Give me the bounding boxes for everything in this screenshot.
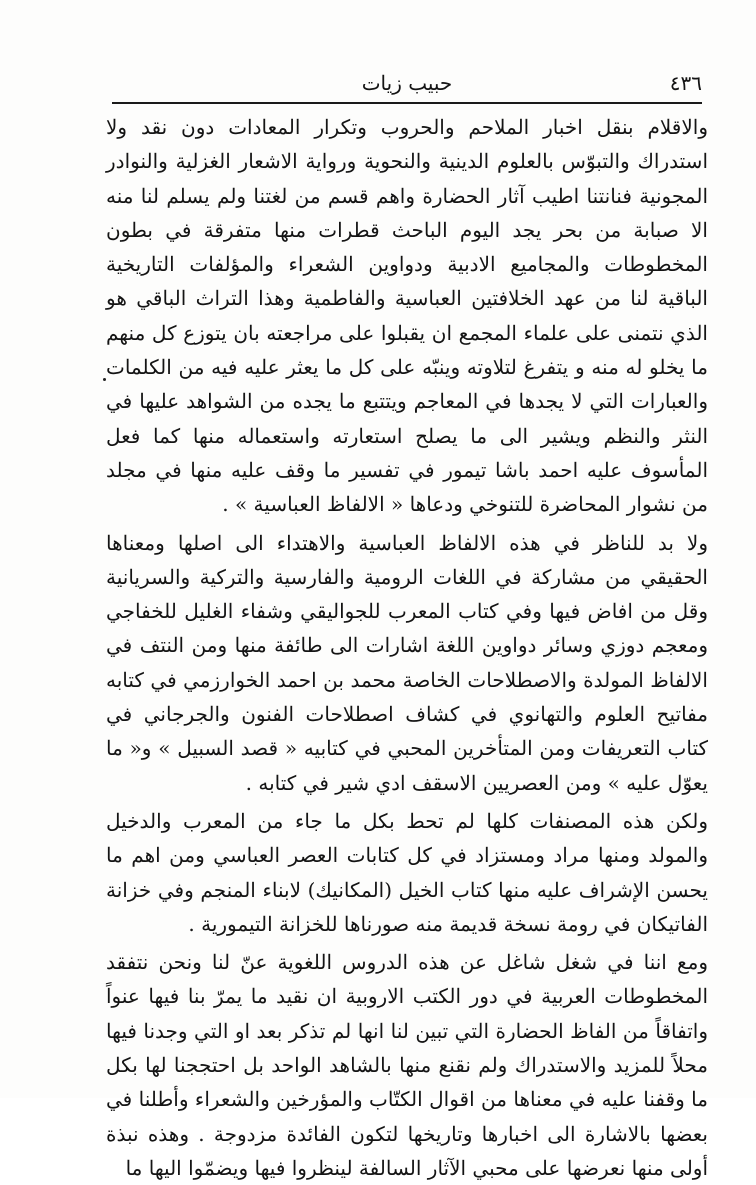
paragraph: ولكن هذه المصنفات كلها لم تحط بكل ما جاء من المعرب والدخيل والمولد ومنها مراد ومستزاد في كل كتابات العصر العباسي ومن اهم ما يحسن الإشراف عليه منها كتاب الخيل (المكانيك) لابناء المنجم وفي خزانة الفاتيكان في رومة نسخة قديمة منه صورناها للخزانة التيمورية .: [106, 808, 708, 936]
paragraph: ولا بد للناظر في هذه الالفاظ العباسية والاهتداء الى اصلها ومعناها الحقيقي من مشاركة في اللغات الرومية والفارسية والتركية والسريانية وقل من افاض فيها وفي كتاب المعرب للجواليقي وشفاء الغليل للخفاجي ومعجم دوزي وسائر دواوين اللغة اشارات الى طائفة منها ومن النتف في الالفاظ المولدة والاصطلاحات الخاصة محمد بن احمد الخوارزمي في كتابه مفاتيح العلوم والتهانوي في كشاف اصطلاحات الفنون والجرجاني في كتاب التعريفات ومن المتأخرين المحبي في كتابيه « قصد السبيل » و« ما يعوّل عليه » ومن العصريين الاسقف ادي شير في كتابه .: [106, 530, 708, 795]
running-title: حبيب زيات: [361, 71, 453, 95]
header-rule: [112, 102, 702, 104]
paragraph: والاقلام بنقل اخبار الملاحم والحروب وتكرار المعادات دون نقد ولا استدراك والتبوّس بالعلوم الدينية والنحوية ورواية الاشعار الغزلية والنوادر المجونية فنانتنا اطيب آثار الحضارة واهم قسم من لغتنا ولم يسلم لنا منه الا صبابة من بحر يجد اليوم الباحث قطرات منها متفرقة في بطون المخطوطات والمجاميع الادبية ودواوين الشعراء والمؤلفات التاريخية الباقية لنا من عهد الخلافتين العباسية والفاطمية وهذا التراث الباقي هو الذي نتمنى على علماء المجمع ان يقبلوا على مراجعته بان يتوزع كل منهم ما يخلو له منه و يتفرغ لتلاوته وينبّه على كل ما يعثر عليه فيه من الكلمات والعبارات التي لا يجدها في المعاجم ويتتبع ما يجده من الشواهد عليها في النثر والنظم ويشير الى ما يصلح استعارته واستعماله منها كما فعل المأسوف عليه احمد باشا تيمور في تفسير ما وقف عليه منها في مجلد من نشوار المحاضرة للتنوخي ودعاها « الالفاظ العباسية » .: [106, 115, 708, 517]
body-text: [106, 110, 708, 1185]
paragraph: ومع اننا في شغل شاغل عن هذه الدروس اللغوية عنّ لنا ونحن نتفقد المخطوطات العربية في دور الكتب الاروبية ان نقيد ما يمرّ بنا فيها عنواً واتفاقاً من الفاظ الحضارة التي تبين لنا انها لم تذكر بعد او التي وجدنا فيها محلاً للمزيد والاستدراك ولم نقنع منها بالشاهد الواحد بل احتججنا لها بكل ما وقفنا عليه في معناها من اقوال الكتّاب والمؤرخين والشعراء وأطلنا في بعضها بالاشارة الى اخبارها وتاريخها لتكون الفائدة مزدوجة . وهذه نبذة أولى منها نعرضها على محبي الآثار السالفة لينظروا فيها ويضمّوا اليها ما: [106, 950, 709, 1180]
page-number: ٤٣٦: [669, 71, 702, 95]
page-header: [112, 70, 702, 96]
